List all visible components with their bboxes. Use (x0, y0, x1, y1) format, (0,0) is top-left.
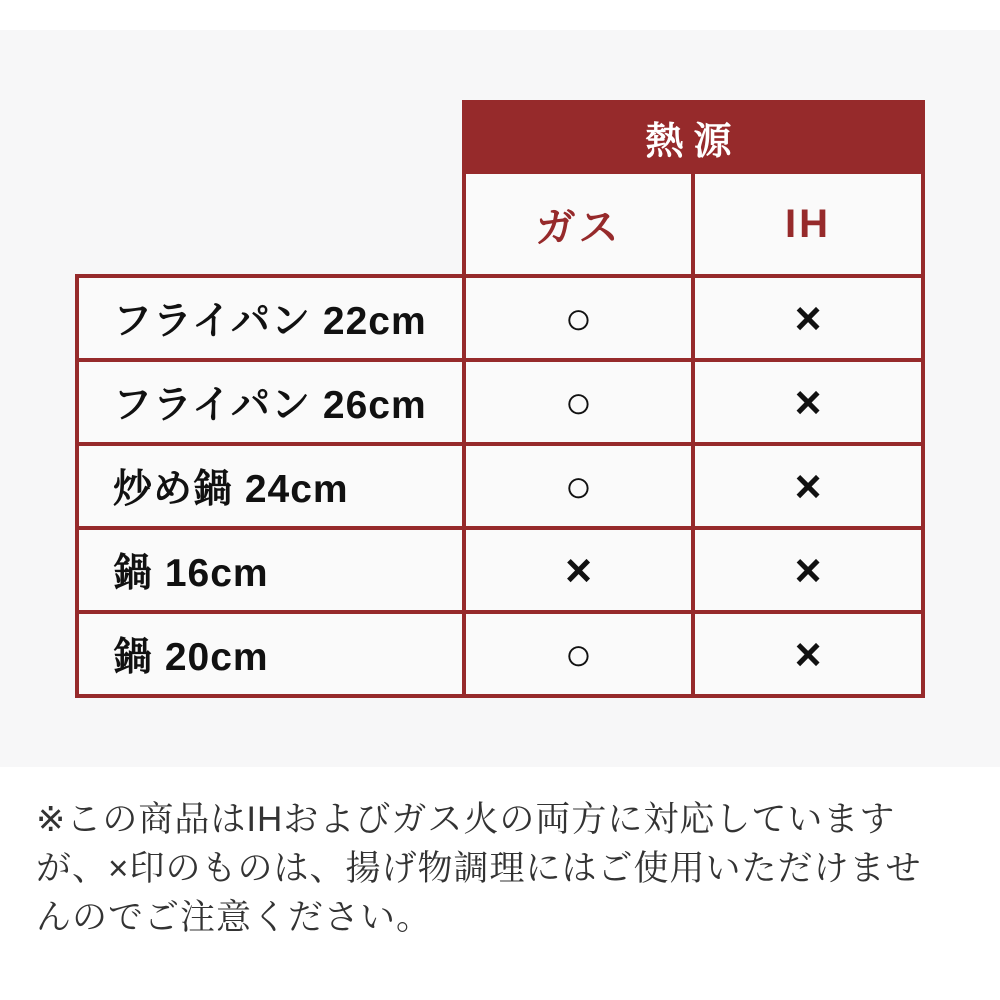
footnote-line: が、×印のものは、揚げ物調理にはご使用いただけませ (36, 849, 922, 888)
empty-corner-cell (77, 172, 464, 276)
column-header-gas: ガス (464, 172, 693, 276)
gas-mark: ○ (464, 612, 693, 696)
heat-source-header: 熱源 (464, 102, 923, 172)
table-header-row (77, 102, 923, 172)
footnote-line: んのでご注意ください。 (36, 898, 433, 937)
table-row (77, 276, 923, 360)
column-header-row (77, 172, 923, 276)
gas-mark: ○ (464, 276, 693, 360)
top-white-band (0, 0, 1000, 30)
heat-source-compatibility-table (75, 100, 925, 698)
table-row (77, 444, 923, 528)
table-row (77, 528, 923, 612)
product-name: フライパン 22cm (77, 276, 464, 360)
ih-mark: × (693, 528, 923, 612)
ih-mark: × (693, 360, 923, 444)
table-section (0, 30, 1000, 767)
column-header-ih: IH (693, 172, 923, 276)
ih-mark: × (693, 444, 923, 528)
footnote-line: ※この商品はIHおよびガス火の両方に対応しています (36, 800, 896, 839)
table-row (77, 360, 923, 444)
product-name: フライパン 26cm (77, 360, 464, 444)
product-name: 鍋 16cm (77, 528, 464, 612)
gas-mark: ○ (464, 360, 693, 444)
product-name: 炒め鍋 24cm (77, 444, 464, 528)
empty-corner-cell (77, 102, 464, 172)
ih-mark: × (693, 276, 923, 360)
gas-mark: × (464, 528, 693, 612)
product-name: 鍋 20cm (77, 612, 464, 696)
table-row (77, 612, 923, 696)
gas-mark: ○ (464, 444, 693, 528)
footnote-section (0, 767, 1000, 1000)
ih-mark: × (693, 612, 923, 696)
